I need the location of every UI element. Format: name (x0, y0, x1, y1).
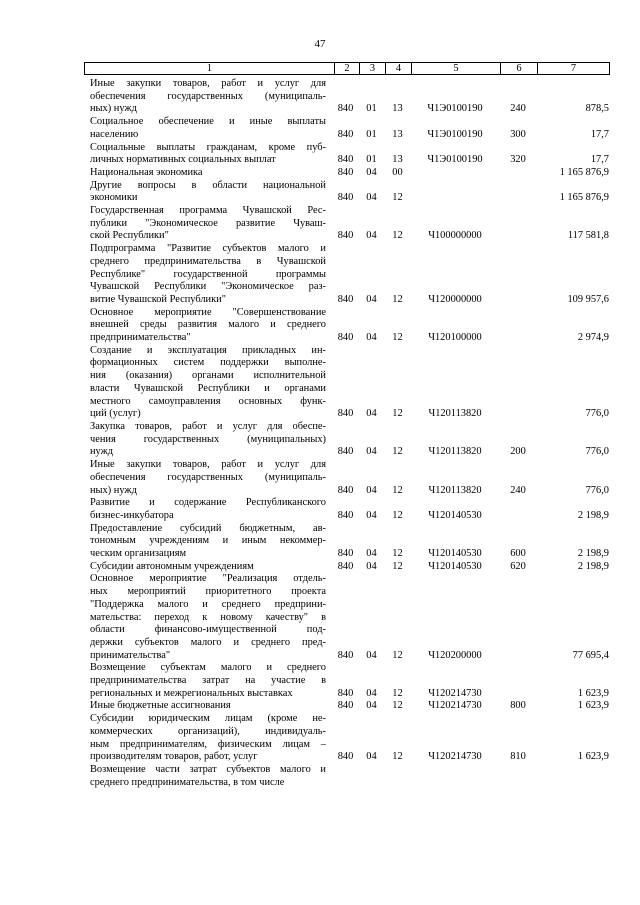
cell-c2: 840 (337, 408, 354, 420)
cell-c5: Ч120140530 (428, 560, 482, 572)
cell-c6: 240 (510, 103, 526, 115)
cell-c7: 776,0 (585, 408, 609, 420)
row-name-line: экономики (90, 192, 138, 204)
row-name-line: нужд (90, 446, 114, 458)
page-number: 47 (314, 38, 326, 50)
cell-c4: 12 (392, 751, 403, 763)
header-col-7: 7 (570, 63, 577, 74)
header-col-2: 2 (335, 63, 360, 74)
cell-c4: 12 (392, 548, 403, 560)
cell-c7: 109 957,6 (567, 293, 609, 305)
cell-c2: 840 (337, 230, 354, 242)
cell-c7: 1 623,9 (577, 687, 609, 699)
cell-c5: Ч120214730 (428, 700, 482, 712)
cell-c3: 04 (366, 649, 377, 661)
table-row (0, 142, 640, 167)
header-col-3: 3 (360, 63, 386, 74)
row-name-line: Социальные выплаты гражданам, кроме пуб- (90, 141, 326, 153)
row-name-line: Социальное обеспечение и иные выплаты (90, 116, 326, 128)
cell-c6: 800 (510, 700, 526, 712)
cell-c3: 04 (366, 560, 377, 572)
cell-c5: Ч120214730 (428, 687, 482, 699)
cell-c6: 300 (510, 128, 526, 140)
cell-c3: 04 (366, 751, 377, 763)
cell-c3: 04 (366, 687, 377, 699)
cell-c7: 2 198,9 (577, 560, 609, 572)
cell-c7: 17,7 (590, 128, 609, 140)
row-name-line: тономным учреждениям и иным некоммер- (90, 535, 326, 547)
table-row (0, 205, 640, 243)
row-name (90, 167, 326, 180)
cell-c2: 840 (337, 128, 354, 140)
row-name-line: местного самоуправления основных функ- (90, 395, 326, 407)
table-row (0, 421, 640, 459)
row-name (90, 713, 326, 764)
cell-c3: 04 (366, 484, 377, 496)
cell-c7: 117 581,8 (567, 230, 609, 242)
row-name-line: Подпрограмма "Развитие субъектов малого и (90, 243, 326, 255)
row-name-line: ской Республики" (90, 230, 169, 242)
cell-c5: Ч1Э0100190 (427, 154, 483, 166)
cell-c3: 04 (366, 192, 377, 204)
row-name (90, 307, 326, 345)
cell-c4: 12 (392, 446, 403, 458)
cell-c2: 840 (337, 560, 354, 572)
row-name-line: области финансово-имущественной под- (90, 624, 326, 636)
cell-c3: 04 (366, 509, 377, 521)
row-name-line: Национальная экономика (90, 166, 203, 178)
row-name-line: Основное мероприятие "Совершенствование (90, 306, 326, 318)
cell-c4: 12 (392, 484, 403, 496)
row-name-line: ных мероприятий приоритетного проекта (90, 586, 326, 598)
cell-c2: 840 (337, 484, 354, 496)
cell-c5: Ч120140530 (428, 509, 482, 521)
row-name-line: личных нормативных социальных выплат (90, 154, 276, 166)
cell-c6: 320 (510, 154, 526, 166)
header-col-6: 6 (501, 63, 538, 74)
table-row (0, 307, 640, 345)
cell-c3: 04 (366, 700, 377, 712)
row-name (90, 142, 326, 167)
row-name (90, 700, 326, 713)
cell-c4: 12 (392, 408, 403, 420)
row-name-line: обеспечения государственных (муниципаль- (90, 90, 326, 102)
cell-c3: 04 (366, 332, 377, 344)
row-name-line: "Поддержка малого и среднего предприни- (90, 598, 326, 610)
row-name (90, 523, 326, 561)
row-name-line: формационных систем поддержки выполне- (90, 357, 326, 369)
row-name-line: ческим организациям (90, 548, 187, 560)
table-header (84, 62, 610, 75)
cell-c3: 04 (366, 408, 377, 420)
table-row (0, 561, 640, 574)
cell-c5: Ч120200000 (428, 649, 482, 661)
row-name-line: мательства: переход к новому качеству" в (90, 611, 326, 623)
table-row (0, 662, 640, 700)
cell-c7: 878,5 (585, 103, 609, 115)
row-name (90, 561, 326, 574)
cell-c3: 01 (366, 103, 377, 115)
row-name (90, 180, 326, 205)
table-row (0, 497, 640, 522)
cell-c7: 776,0 (585, 446, 609, 458)
budget-table-body (0, 78, 640, 789)
cell-c4: 12 (392, 700, 403, 712)
table-row (0, 459, 640, 497)
row-name (90, 764, 326, 789)
row-name-line: Развитие и содержание Республиканского (90, 497, 326, 509)
table-row (0, 523, 640, 561)
row-name (90, 573, 326, 662)
cell-c7: 776,0 (585, 484, 609, 496)
row-name-line: предпринимательства" (90, 332, 191, 344)
cell-c7: 1 623,9 (577, 700, 609, 712)
cell-c2: 840 (337, 192, 354, 204)
row-name (90, 205, 326, 243)
row-name-line: Иные бюджетные ассигнования (90, 700, 231, 712)
cell-c2: 840 (337, 548, 354, 560)
cell-c4: 12 (392, 560, 403, 572)
cell-c3: 04 (366, 446, 377, 458)
cell-c6: 600 (510, 548, 526, 560)
cell-c2: 840 (337, 687, 354, 699)
cell-c3: 04 (366, 548, 377, 560)
cell-c2: 840 (337, 446, 354, 458)
row-name-line: ния (оказания) органами исполнительной (90, 370, 326, 382)
row-name-line: Субсидии автономным учреждениям (90, 560, 254, 572)
cell-c4: 13 (392, 103, 403, 115)
cell-c4: 13 (392, 154, 403, 166)
cell-c5: Ч120113820 (428, 446, 482, 458)
cell-c5: Ч1Э0100190 (427, 103, 483, 115)
row-name-line: Предоставление субсидий бюджетным, ав- (90, 522, 326, 534)
row-name-line: ных) нужд (90, 484, 137, 496)
row-name-line: бизнес-инкубатора (90, 509, 174, 521)
cell-c4: 13 (392, 128, 403, 140)
cell-c7: 77 695,4 (572, 649, 609, 661)
cell-c2: 840 (337, 751, 354, 763)
row-name-line: власти Чувашской Республики и органами (90, 382, 326, 394)
row-name-line: чения государственных (муниципальных) (90, 433, 326, 445)
row-name-line: принимательства" (90, 649, 171, 661)
cell-c3: 01 (366, 154, 377, 166)
cell-c7: 1 623,9 (577, 751, 609, 763)
row-name-line: держки субъектов малого и среднего пред- (90, 636, 326, 648)
cell-c6: 240 (510, 484, 526, 496)
row-name-line: Субсидии юридическим лицам (кроме не- (90, 713, 326, 725)
cell-c3: 04 (366, 293, 377, 305)
cell-c4: 12 (392, 293, 403, 305)
cell-c5: Ч1Э0100190 (427, 128, 483, 140)
cell-c6: 810 (510, 751, 526, 763)
row-name-line: коммерческих организаций), индивидуаль- (90, 725, 326, 737)
row-name-line: публики "Экономическое развитие Чуваш- (90, 217, 326, 229)
header-col-5: 5 (412, 63, 501, 74)
cell-c7: 1 165 876,9 (559, 166, 609, 178)
cell-c3: 04 (366, 230, 377, 242)
cell-c5: Ч120214730 (428, 751, 482, 763)
row-name (90, 243, 326, 307)
row-name-line: внешней среды развития малого и среднего (90, 319, 326, 331)
table-row (0, 700, 640, 713)
cell-c5: Ч120113820 (428, 484, 482, 496)
cell-c4: 12 (392, 509, 403, 521)
header-col-1: 1 (85, 63, 335, 74)
row-name-line: Иные закупки товаров, работ и услуг для (90, 459, 326, 471)
row-name-line: среднего предпринимательства в Чувашской (90, 255, 326, 267)
cell-c2: 840 (337, 700, 354, 712)
cell-c4: 00 (392, 166, 403, 178)
row-name (90, 459, 326, 497)
row-name (90, 421, 326, 459)
row-name-line: витие Чувашской Республики" (90, 293, 226, 305)
cell-c4: 12 (392, 192, 403, 204)
row-name (90, 78, 326, 116)
row-name-line: Республике" государственной программы (90, 268, 326, 280)
row-name (90, 497, 326, 522)
cell-c3: 04 (366, 166, 377, 178)
table-row (0, 764, 640, 789)
cell-c6: 620 (510, 560, 526, 572)
row-name-line: Основное мероприятие "Реализация отдель- (90, 573, 326, 585)
row-name-line: ций (услуг) (90, 408, 141, 420)
row-name-line: региональных и межрегиональных выставках (90, 687, 293, 699)
cell-c2: 840 (337, 293, 354, 305)
table-row (0, 116, 640, 141)
row-name-line: Создание и эксплуатация прикладных ин- (90, 344, 326, 356)
cell-c2: 840 (337, 509, 354, 521)
row-name-line: среднего предпринимательства, в том числе (90, 776, 285, 788)
cell-c6: 200 (510, 446, 526, 458)
cell-c4: 12 (392, 332, 403, 344)
cell-c2: 840 (337, 103, 354, 115)
cell-c5: Ч120140530 (428, 548, 482, 560)
cell-c7: 2 198,9 (577, 509, 609, 521)
cell-c2: 840 (337, 649, 354, 661)
cell-c5: Ч120113820 (428, 408, 482, 420)
cell-c2: 840 (337, 154, 354, 166)
cell-c7: 17,7 (590, 154, 609, 166)
table-row (0, 573, 640, 662)
table-row (0, 180, 640, 205)
row-name (90, 116, 326, 141)
cell-c4: 12 (392, 230, 403, 242)
table-row (0, 713, 640, 764)
row-name-line: Иные закупки товаров, работ и услуг для (90, 78, 326, 89)
row-name-line: Возмещение субъектам малого и среднего (90, 662, 326, 674)
row-name-line: Другие вопросы в области национальной (90, 179, 326, 191)
cell-c7: 2 974,9 (577, 332, 609, 344)
cell-c7: 1 165 876,9 (559, 192, 609, 204)
row-name (90, 662, 326, 700)
table-row (0, 345, 640, 421)
cell-c5: Ч100000000 (428, 230, 482, 242)
row-name-line: предпринимательства затрат на участие в (90, 675, 326, 687)
cell-c2: 840 (337, 332, 354, 344)
header-col-4: 4 (386, 63, 412, 74)
cell-c4: 12 (392, 687, 403, 699)
row-name-line: Чувашской Республики "Экономическое раз- (90, 281, 326, 293)
table-row (0, 167, 640, 180)
cell-c7: 2 198,9 (577, 548, 609, 560)
row-name-line: обеспечения государственных (муниципаль- (90, 471, 326, 483)
row-name-line: Возмещение части затрат субъектов малого и (90, 763, 326, 775)
cell-c2: 840 (337, 166, 354, 178)
table-row (0, 78, 640, 116)
table-row (0, 243, 640, 307)
row-name-line: населению (90, 128, 139, 140)
cell-c5: Ч120000000 (428, 293, 482, 305)
row-name-line: ных) нужд (90, 103, 137, 115)
row-name (90, 345, 326, 421)
cell-c4: 12 (392, 649, 403, 661)
row-name-line: производителям товаров, работ, услуг (90, 751, 258, 763)
cell-c5: Ч120100000 (428, 332, 482, 344)
cell-c3: 01 (366, 128, 377, 140)
row-name-line: ным предпринимателям, физическим лицам – (90, 738, 326, 750)
row-name-line: Закупка товаров, работ и услуг для обеспе- (90, 420, 326, 432)
row-name-line: Государственная программа Чувашской Рес- (90, 205, 326, 217)
